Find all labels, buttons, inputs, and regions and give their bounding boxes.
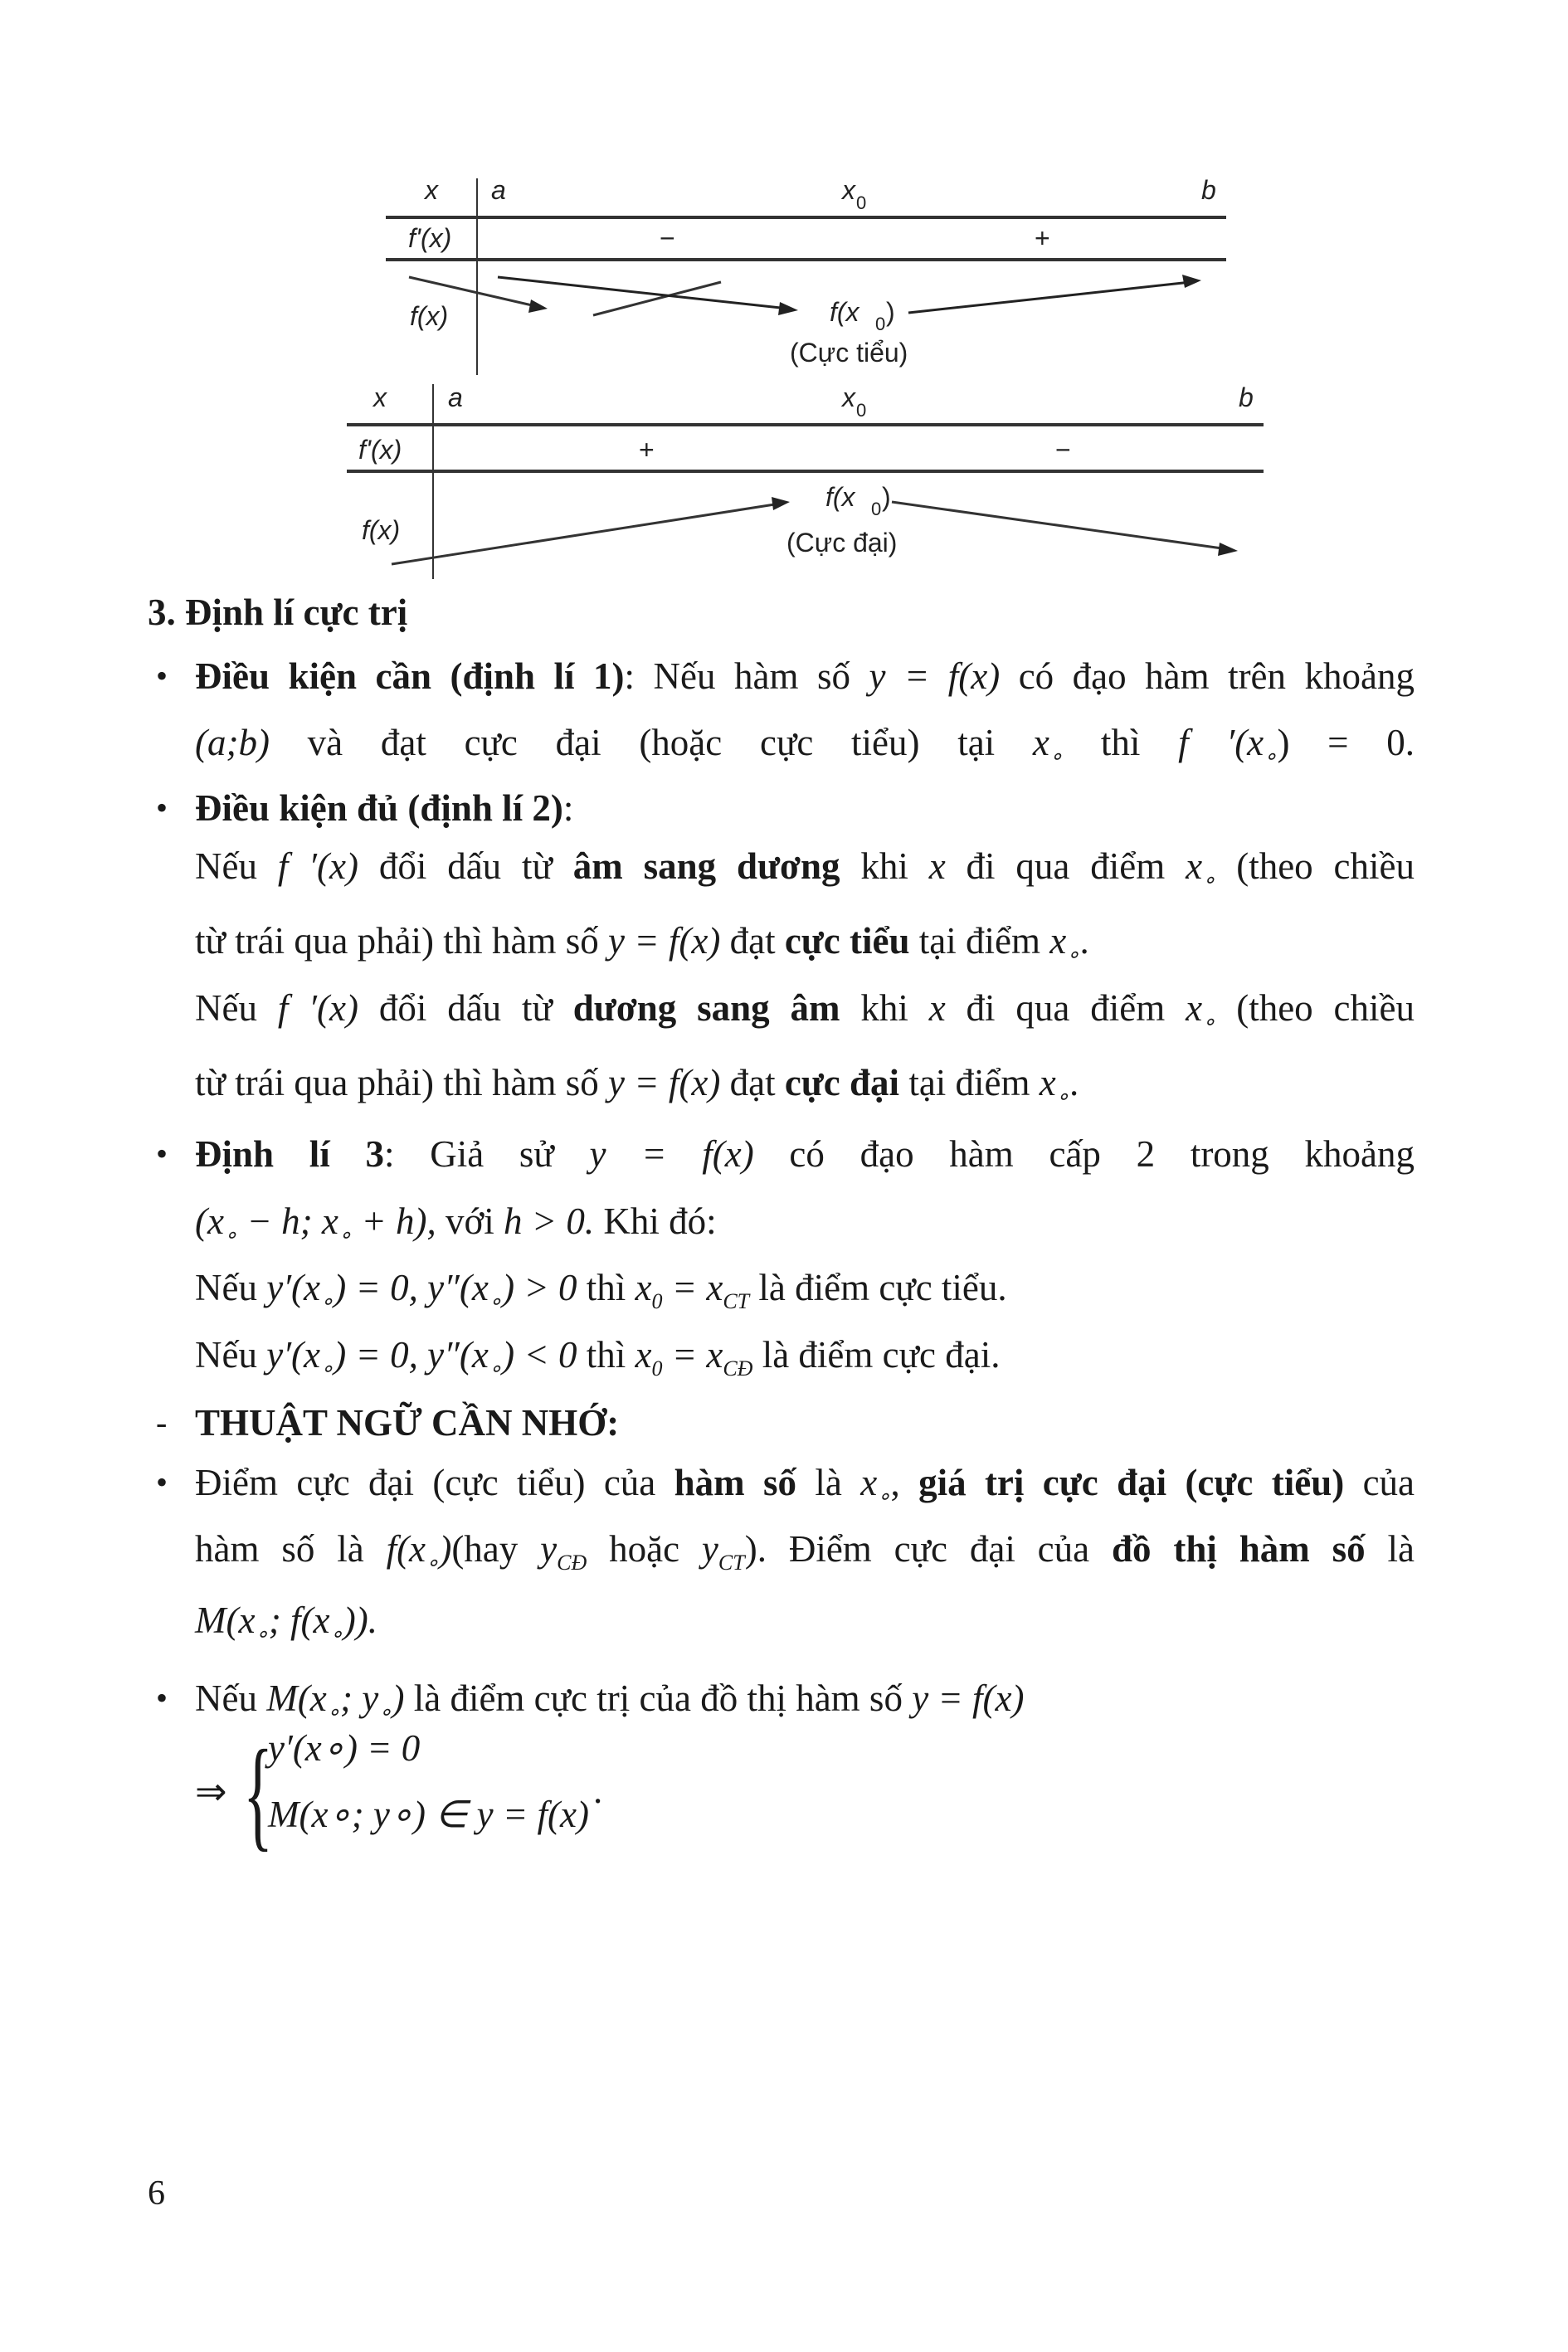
text-segment: THUẬT NGỮ CẦN NHỚ: [195,1402,620,1444]
text-segment: Điểm cực đại (cực tiểu) của [195,1462,674,1503]
text-segment: là [1365,1528,1415,1570]
text-segment: đi qua điểm [945,987,1186,1029]
text-line [195,1332,1000,1392]
text-line [195,1526,1415,1586]
text-segment: đạt [720,1062,785,1103]
text-segment: )). [343,1600,377,1641]
svg-text:−: − [660,223,675,253]
text-segment: y′(x [266,1267,321,1308]
system-row-2: M(x∘; y∘) ∈ y = f(x) [268,1794,589,1835]
text-segment: f ′(x [1178,722,1264,763]
text-segment: ∘ [426,1551,440,1575]
text-segment: (a;b) [195,722,270,763]
text-segment: ∘ [1202,1010,1216,1034]
text-segment: ∘ [877,1484,891,1508]
svg-text:+: + [639,435,655,465]
text-segment: từ trái qua phải) thì hàm số [195,1062,609,1103]
text-segment: cực tiểu [784,920,910,962]
svg-text:x: x [842,382,855,412]
svg-text:(Cực đại): (Cực đại) [786,528,898,558]
text-segment: Nếu [195,1334,267,1376]
text-segment: dương sang âm [572,987,840,1029]
svg-text:f(x): f(x) [410,301,449,331]
text-segment: ; y [339,1678,379,1719]
text-segment: x [928,845,946,887]
text-segment: y = f(x) [912,1678,1025,1719]
text-segment: Khi đó: [594,1200,717,1242]
text-line [195,985,1415,1045]
text-segment: đổi dấu từ [358,845,573,887]
text-segment: y′(x [266,1334,321,1376]
text-segment: x [1049,920,1067,962]
text-segment: x [1186,987,1203,1029]
text-segment: là điểm cực đại. [752,1334,1001,1376]
text-segment: ∘ [1202,868,1216,892]
text-segment: Nếu [195,1678,267,1719]
bullet-marker: - [156,1404,168,1441]
svg-text:b: b [1201,175,1216,205]
text-line [195,1131,1415,1177]
text-segment: ∘ [1055,1084,1070,1108]
text-segment: ) < 0 [502,1334,577,1376]
svg-text:−: − [1055,435,1071,465]
text-segment: Nếu [195,987,278,1029]
text-segment: hàm số là [195,1528,387,1570]
system-row-1: y′(x∘) = 0 [268,1727,421,1769]
text-line [195,1459,1415,1520]
text-segment: ∘ [488,1356,503,1381]
text-segment: : Nếu hàm số [624,655,869,697]
text-segment: y [540,1528,558,1570]
implies-symbol: ⇒ [195,1770,227,1813]
text-segment: âm sang dương [572,845,840,887]
terms-heading [195,1400,619,1446]
text-segment: f ′(x) [277,845,358,887]
text-segment: CĐ [723,1356,753,1381]
text-segment: y = f(x) [869,655,1001,697]
text-segment: hàm số [674,1462,797,1503]
text-segment: x [928,987,946,1029]
svg-text:0: 0 [875,314,886,334]
text-segment: ∘ [1264,744,1278,768]
text-segment: (theo chiều [1215,845,1415,887]
text-segment: là [796,1462,861,1503]
text-segment: ∘ [255,1622,269,1646]
text-segment: hoặc [587,1528,702,1570]
section-heading [148,589,407,635]
variation-tables [0,0,1568,597]
text-segment: và đạt cực đại (hoặc cực tiểu) tại [269,722,1033,763]
bullet-marker: • [156,1135,168,1172]
text-segment: y = f(x) [589,1133,754,1175]
svg-text:): ) [882,482,891,512]
text-segment: . [1069,1062,1079,1103]
svg-text:a: a [491,175,506,205]
text-segment: khi [840,845,929,887]
page-number: 6 [148,2174,165,2213]
text-line [195,653,1415,699]
text-segment: từ trái qua phải) thì hàm số [195,920,609,962]
svg-text:x: x [842,175,855,205]
text-line [195,785,573,831]
text-segment: ∘ [320,1289,334,1313]
svg-text:a: a [448,382,463,412]
text-segment: f ′(x) [277,987,358,1029]
text-segment: tại điểm [909,920,1050,962]
text-line [195,1264,1007,1325]
svg-text:+: + [1035,223,1050,253]
text-segment: ∘ [223,1223,238,1247]
text-segment: của [1344,1462,1415,1503]
text-segment: đạt [720,920,785,962]
text-line [195,918,1089,978]
text-segment: với [436,1200,504,1242]
text-segment: Điều kiện đủ (định lí 2) [195,787,563,829]
svg-text:): ) [886,297,895,327]
brace: { [243,1725,273,1863]
text-segment: ∘ [320,1356,334,1381]
text-segment: khi [840,987,929,1029]
text-line [195,1198,717,1259]
text-segment: đồ thị hàm số [1112,1528,1366,1570]
text-segment: cực đại [784,1062,900,1103]
text-segment: M(x [266,1678,327,1719]
text-segment: là điểm cực tiểu. [749,1267,1007,1308]
text-segment: CT [718,1551,745,1575]
text-segment: y = f(x) [608,920,721,962]
text-segment: , [890,1462,919,1503]
text-line [195,843,1415,903]
text-segment: − h; x [237,1200,338,1242]
text-segment: . [1079,920,1089,962]
text-segment: = x [662,1267,723,1308]
svg-text:f(x: f(x [825,482,855,512]
text-segment: : [562,787,574,829]
text-segment: đổi dấu từ [358,987,573,1029]
text-line [195,1597,377,1658]
text-segment: + h), [352,1200,436,1242]
text-segment: ) = 0. [1277,722,1415,763]
text-segment: thì [577,1267,635,1308]
x-label: x [425,175,438,205]
text-segment: có đạo hàm cấp 2 trong khoảng [753,1133,1415,1175]
svg-text:x: x [373,382,387,412]
svg-text:f(x: f(x [830,297,859,327]
svg-text:f(x): f(x) [362,515,401,545]
text-segment: : Giả sử [383,1133,590,1175]
text-segment: đi qua điểm [945,845,1186,887]
text-segment: h > 0. [504,1200,595,1242]
text-segment: ∘ [326,1700,340,1724]
text-segment: là điểm cực trị của đồ thị hàm số [404,1678,913,1719]
text-segment: (hay [451,1528,541,1570]
text-segment: ) > 0 [502,1267,577,1308]
text-segment: tại điểm [899,1062,1040,1103]
svg-text:f'(x): f'(x) [408,223,452,253]
text-segment: x [860,1462,878,1503]
svg-text:0: 0 [856,400,867,421]
text-segment: ∘ [1049,744,1064,768]
text-segment: (theo chiều [1215,987,1415,1029]
svg-text:f'(x): f'(x) [358,435,402,465]
text-segment: thì [577,1334,635,1376]
text-line [195,719,1415,780]
bullet-marker: • [156,1463,168,1501]
text-segment: ∘ [338,1223,353,1247]
text-segment: Nếu [195,1267,267,1308]
svg-text:0: 0 [856,192,867,213]
text-segment: Điều kiện cần (định lí 1) [195,655,625,697]
text-segment: 3. Định lí cực trị [148,592,408,633]
text-segment: ∘ [1066,942,1080,967]
text-segment: ∘ [329,1622,343,1646]
text-segment: có đạo hàm trên khoảng [1000,655,1415,697]
text-segment: ) [439,1528,452,1570]
text-segment: thì [1063,722,1179,763]
text-segment: = x [662,1334,723,1376]
text-segment: Nếu [195,845,278,887]
text-segment: y [701,1528,718,1570]
text-segment: M(x [195,1600,256,1641]
text-segment: ) = 0, y″(x [334,1334,489,1376]
text-segment: 0 [651,1289,663,1313]
text-segment: x [635,1267,652,1308]
bullet-marker: • [156,657,168,694]
text-segment: giá trị cực đại (cực tiểu) [918,1462,1345,1503]
text-segment: CĐ [557,1551,587,1575]
text-segment: ∘ [378,1700,392,1724]
svg-text:b: b [1239,382,1254,412]
text-line [195,1059,1079,1120]
text-segment: x [635,1334,652,1376]
text-segment: x [1032,722,1049,763]
text-segment: ) = 0, y″(x [334,1267,489,1308]
text-segment: ) [392,1678,405,1719]
text-segment: x [1186,845,1203,887]
text-segment: ). Điểm cực đại của [744,1528,1112,1570]
bullet-marker: • [156,789,168,826]
text-segment: Định lí 3 [195,1133,384,1175]
table-minimum-text [408,175,1216,368]
bullet-marker: • [156,1679,168,1717]
text-segment: ; f(x [268,1600,330,1641]
svg-text:(Cực tiểu): (Cực tiểu) [790,338,908,368]
text-segment: 0 [651,1356,663,1381]
text-segment: CT [723,1289,750,1313]
text-segment: y = f(x) [608,1062,721,1103]
text-segment: (x [195,1200,224,1242]
svg-text:0: 0 [871,499,882,519]
text-segment: f(x [386,1528,426,1570]
text-segment: x [1039,1062,1056,1103]
text-segment: ∘ [488,1289,503,1313]
